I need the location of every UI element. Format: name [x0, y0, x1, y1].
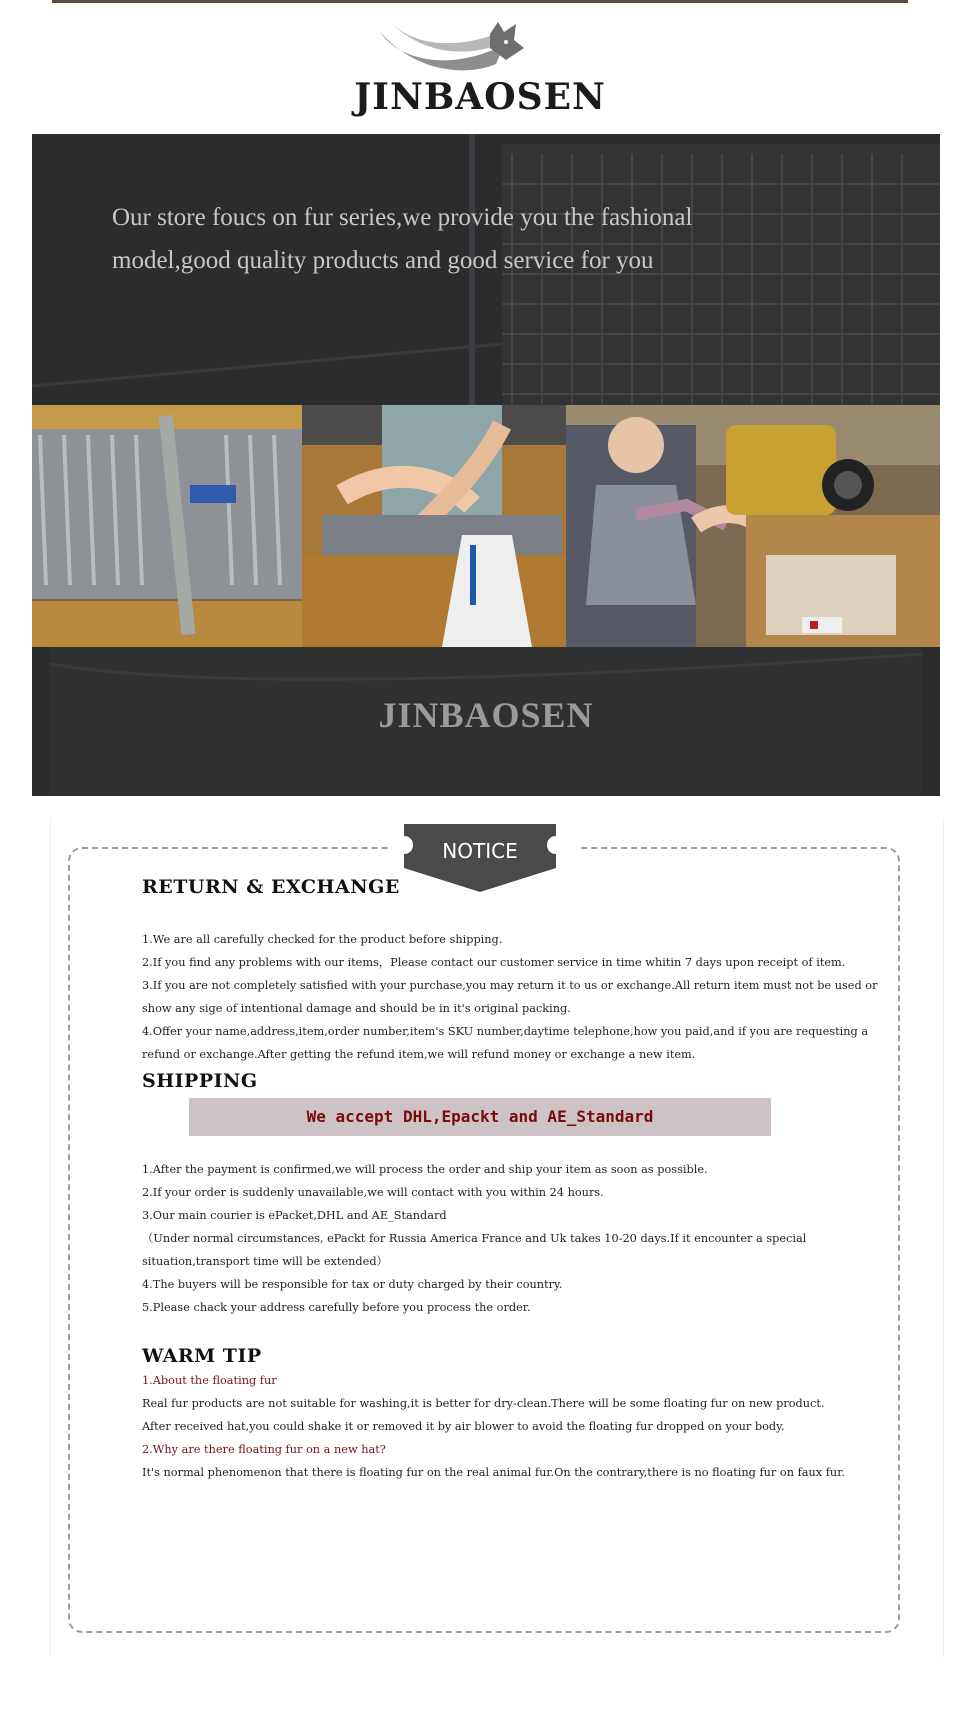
warm-tip-answer-2: It's normal phenomenon that there is floating fur on the real animal fur.On the contrary,there is no floating fur on faux fur.: [142, 1466, 845, 1479]
store-tagline: [112, 196, 832, 282]
shipping-line: 3.Our main courier is ePacket,DHL and AE_Standard: [142, 1209, 447, 1222]
tagline-line-2: model,good quality products and good service for you: [112, 247, 654, 274]
brand-logo: [0, 18, 960, 118]
shipping-title: SHIPPING: [142, 1070, 258, 1092]
shipping-line: situation,transport time will be extended）: [142, 1255, 388, 1268]
return-line: 4.Offer your name,address,item,order number,item's SKU number,daytime telephone,how you paid,and if you are requesting a: [142, 1025, 869, 1038]
shipping-line: 4.The buyers will be responsible for tax or duty charged by their country.: [142, 1278, 563, 1291]
shipping-line: 5.Please chack your address carefully before you process the order.: [142, 1301, 531, 1314]
notice-label: NOTICE: [442, 839, 518, 863]
return-line: 1.We are all carefully checked for the product before shipping.: [142, 933, 503, 946]
tagline-line-1: Our store foucs on fur series,we provide you the fashional: [112, 204, 693, 231]
shipping-line: （Under normal circumstances, ePackt for Russia America France and Uk takes 10-20 days.If it encounter a special: [142, 1232, 807, 1245]
photo-sewing-machine: [566, 405, 940, 647]
return-line: show any sige of intentional damage and should be in it's original packing.: [142, 1002, 571, 1015]
warm-tip-answer-1: Real fur products are not suitable for washing,it is better for dry-clean.There will be some floating fur on new product.: [142, 1397, 825, 1410]
return-line: 3.If you are not completely satisfied with your purchase,you may return it to us or exchange.All return item must not be used or: [142, 979, 878, 992]
shipping-couriers-banner: We accept DHL,Epackt and AE_Standard: [189, 1098, 771, 1136]
return-line: refund or exchange.After getting the refund item,we will refund money or exchange a new item.: [142, 1048, 696, 1061]
logo-wordmark: JINBAOSEN: [354, 76, 606, 118]
warm-tip-question-2: 2.Why are there floating fur on a new hat?: [142, 1443, 386, 1456]
photo-fur-cutting: [302, 405, 566, 647]
notice-content: [142, 876, 882, 1484]
banner-brand-wordmark: JINBAOSEN: [378, 695, 594, 735]
shipping-line: 2.If your order is suddenly unavailable,we will contact with you within 24 hours.: [142, 1186, 604, 1199]
store-banner: [32, 134, 940, 796]
photo-fur-strips: [32, 405, 302, 647]
warm-tip-answer-1: After received hat,you could shake it or removed it by air blower to avoid the floating fur dropped on your body.: [142, 1420, 785, 1433]
top-image-strip: [52, 0, 908, 3]
warm-tip-question-1: 1.About the floating fur: [142, 1374, 277, 1387]
workshop-photo-row: [32, 405, 940, 647]
shipping-line: 1.After the payment is confirmed,we will process the order and ship your item as soon as possible.: [142, 1163, 708, 1176]
return-line: 2.If you find any problems with our items，Please contact our customer service in time whitin 7 days upon receipt of item.: [142, 956, 846, 969]
return-exchange-title: RETURN & EXCHANGE: [142, 876, 400, 898]
fox-logo-icon: [378, 18, 538, 78]
warm-tip-title: WARM TIP: [142, 1345, 262, 1367]
